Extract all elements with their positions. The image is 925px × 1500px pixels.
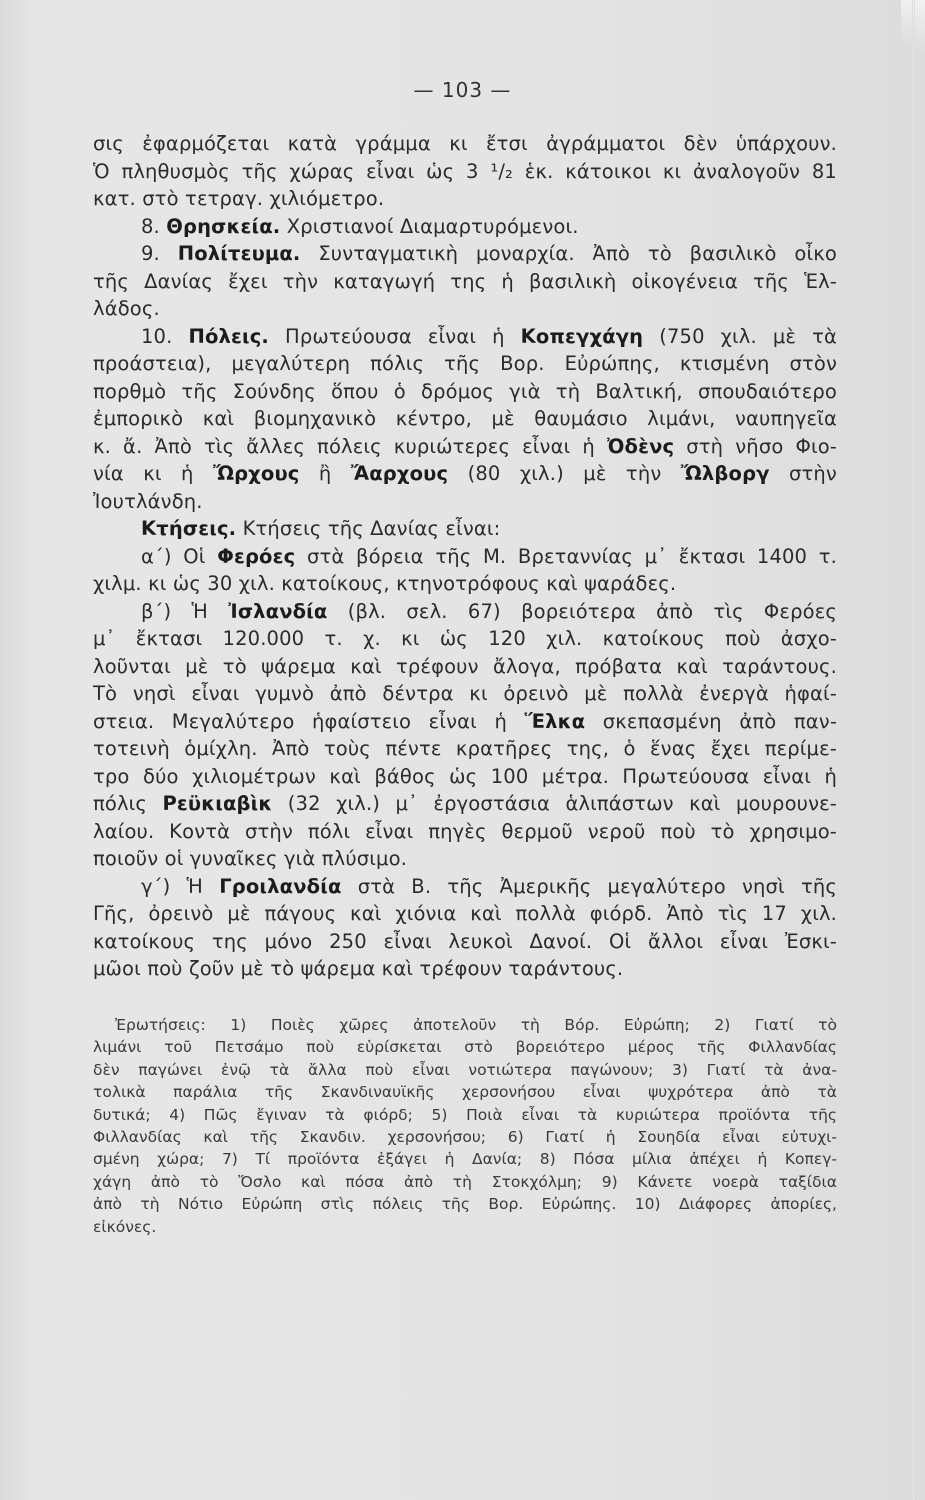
text-line: [93, 928, 837, 956]
text-segment: Τὸ νησὶ εἶναι γυμνὸ ἀπὸ δέντρα κι ὀρεινὸ μὲ πολλὰ ἐνεργὰ ἡφαί-: [93, 682, 837, 705]
text-line: [93, 570, 837, 598]
question-line: χάγη ἀπὸ τὸ Ὄσλο καὶ πόσα ἀπὸ τὴ Στοκχόλμη; 9) Κάνετε νοερὰ ταξίδια: [93, 1172, 837, 1191]
bold-term: Κοπεγχάγη: [520, 324, 644, 348]
text-line: [93, 708, 837, 736]
text-line: [93, 818, 837, 846]
text-segment: λαίου. Κοντὰ στὴν πόλι εἶναι πηγὲς θερμοῦ νεροῦ ποὺ τὸ χρησιμο-: [93, 819, 837, 843]
text-line: [93, 845, 837, 873]
page-edge-shadow: [912, 0, 915, 1500]
text-segment: κατοίκους της μόνο 250 εἶναι λευκοὶ Δανοί. Οἱ ἄλλοι εἶναι Ἐσκι-: [93, 929, 837, 953]
text-segment: μ᾽ ἔκτασι 120.000 τ. χ. κι ὡς 120 χιλ. κατοίκους ποὺ ἀσχο-: [93, 627, 837, 650]
text-segment: στὰ βόρεια τῆς Μ. Βρεταννίας μ᾽ ἔκτασι 1400 τ.: [295, 544, 838, 568]
text-segment: πόλις: [93, 792, 163, 815]
text-line: [93, 598, 837, 626]
text-segment: λοῦνται μὲ τὸ ψάρεμα καὶ τρέφουν ἄλογα, πρόβατα καὶ ταράντους.: [93, 654, 837, 678]
question-line: τολικὰ παράλια τῆς Σκανδιναυϊκῆς χερσονήσου εἶναι ψυχρότερα ἀπὸ τὰ: [93, 1083, 837, 1102]
text-line: [93, 130, 837, 158]
text-line: [93, 460, 837, 488]
text-line: [93, 158, 837, 186]
question-line: σμένη χώρα; 7) Τί προϊόντα ἐξάγει ἡ Δανία; 8) Πόσα μίλια ἀπέχει ἡ Κοπεγ-: [93, 1150, 837, 1169]
text-segment: τοτεινὴ ὁμίχλη. Ἀπὸ τοὺς πέντε κρατῆρες της, ὁ ἕνας ἔχει περίμε-: [93, 737, 837, 760]
text-segment: σκεπασμένη ἀπὸ παν-: [585, 709, 837, 733]
question-line: ἀπὸ τὴ Νότιο Εὐρώπη στὶς πόλεις τῆς Βορ. Εὐρώπης. 10) Διάφορες ἀπορίες,: [93, 1195, 837, 1214]
text-segment: (80 χιλ.) μὲ τὴν: [448, 462, 681, 485]
text-segment: στὴν: [769, 462, 837, 485]
text-segment: προάστεια), μεγαλύτερη πόλις τῆς Βορ. Εὐρώπης, κτισμένη στὸν: [93, 352, 837, 375]
text-segment: Γῆς, ὀρεινὸ μὲ πάγους καὶ χιόνια καὶ πολλὰ φιόρδ. Ἀπὸ τὶς 17 χιλ.: [93, 902, 837, 925]
bold-term: Ὀδὲνς: [606, 434, 675, 458]
text-line: [93, 433, 837, 461]
text-segment: τρο δύο χιλιομέτρων καὶ βάθος ὡς 100 μέτρα. Πρωτεύουσα εἶναι ἡ: [93, 764, 837, 788]
text-line: [93, 185, 837, 213]
bold-term: Θρησκεία.: [166, 214, 281, 238]
text-segment: β΄) Ἡ: [141, 599, 229, 623]
text-segment: 10.: [141, 324, 189, 348]
bold-term: Πολίτευμα.: [177, 242, 301, 265]
main-text-block: [93, 130, 837, 983]
text-segment: κατ. στὸ τετραγ. χιλιόμετρο.: [93, 187, 385, 210]
text-segment: πορθμὸ τῆς Σούνδης ὅπου ὁ δρόμος γιὰ τὴ Βαλτική, σπουδαιότερο: [93, 379, 837, 403]
text-segment: Χριστιανοί Διαμαρτυρόμενοι.: [280, 214, 579, 238]
text-line: [93, 900, 837, 928]
text-line: [93, 873, 837, 901]
text-segment: ποιοῦν οἱ γυναῖκες γιὰ πλύσιμο.: [93, 847, 408, 870]
text-line: [93, 680, 837, 708]
text-segment: μῶοι ποὺ ζοῦν μὲ τὸ ψάρεμα καὶ τρέφουν ταράντους.: [93, 957, 624, 980]
text-segment: στὴ νῆσο Φιο-: [674, 434, 837, 458]
text-segment: κ. ἄ. Ἀπὸ τὶς ἄλλες πόλεις κυριώτερες εἶναι ἡ: [93, 434, 607, 458]
text-segment: λάδος.: [93, 297, 160, 320]
text-line: [93, 763, 837, 791]
bold-term: Ὤλβοργ: [680, 462, 770, 485]
text-segment: τῆς Δανίας ἔχει τὴν καταγωγή της ἡ βασιλικὴ οἰκογένεια τῆς Ἑλ-: [93, 269, 837, 293]
bold-term: Πόλεις.: [188, 324, 269, 348]
text-segment: στὰ Β. τῆς Ἀμερικῆς μεγαλύτερο νησὶ τῆς: [341, 874, 837, 898]
question-line: δὲν παγώνει ἐνῷ τὰ ἄλλα ποὺ εἶναι νοτιώτερα παγώνουν; 3) Γιατί τὰ ἀνα-: [93, 1060, 837, 1079]
text-segment: Κτήσεις τῆς Δανίας εἶναι:: [236, 517, 501, 540]
page-number: — 103 —: [413, 78, 512, 102]
question-line: Φιλλανδίας καὶ τῆς Σκανδιν. χερσονήσου; 6) Γιατί ἡ Σουηδία εἶναι εὐτυχι-: [93, 1127, 837, 1146]
text-line: [93, 213, 837, 241]
text-line: [93, 405, 837, 433]
text-segment: Ἰουτλάνδη.: [93, 489, 203, 513]
text-line: [93, 488, 837, 516]
text-line: [93, 653, 837, 681]
text-segment: (32 χιλ.) μ᾽ ἐργοστάσια ἁλιπάστων καὶ μουρουνε-: [272, 792, 837, 815]
question-line: δυτικά; 4) Πῶς ἔγιναν τὰ φιόρδ; 5) Ποιὰ εἶναι τὰ κυριώτερα προϊόντα τῆς: [93, 1105, 837, 1124]
text-line: [93, 625, 837, 653]
text-segment: Ὁ πληθυσμὸς τῆς χώρας εἶναι ὡς 3 ¹/₂ ἑκ. κάτοικοι κι ἀναλογοῦν 81: [93, 159, 837, 183]
text-segment: στεια. Μεγαλύτερο ἡφαίστειο εἶναι ἡ: [93, 709, 525, 733]
text-line: [93, 955, 837, 983]
text-line: [93, 790, 837, 818]
text-line: [93, 515, 837, 543]
bold-term: Ἄαρχους: [350, 462, 449, 485]
text-segment: 9.: [141, 242, 178, 265]
text-segment: 8.: [141, 214, 167, 238]
bold-term: Κτήσεις.: [141, 517, 237, 540]
text-segment: (750 χιλ. μὲ τὰ: [643, 324, 837, 348]
bold-term: Φερόες: [217, 544, 296, 568]
text-line: [93, 378, 837, 406]
text-segment: Πρωτεύουσα εἶναι ἡ: [269, 324, 521, 348]
text-segment: γ΄) Ἡ: [141, 874, 220, 898]
text-segment: α΄) Οἱ: [141, 544, 218, 568]
text-segment: σις ἐφαρμόζεται κατὰ γράμμα κι ἔτσι ἀγράμματοι δὲν ὑπάρχουν.: [93, 132, 837, 155]
text-line: [93, 268, 837, 296]
bold-term: Γροιλανδία: [219, 874, 342, 898]
question-line: Ἐρωτήσεις: 1) Ποιὲς χῶρες ἀποτελοῦν τὴ Βόρ. Εὐρώπη; 2) Γιατί τὸ: [115, 1016, 837, 1034]
text-segment: ἢ: [299, 462, 351, 485]
bold-term: Ὤρχους: [212, 462, 300, 485]
text-segment: χιλμ. κι ὡς 30 χιλ. κατοίκους, κτηνοτρόφους καὶ ψαράδες.: [93, 572, 677, 595]
text-segment: (βλ. σελ. 67) βορειότερα ἀπὸ τὶς Φερόες: [327, 599, 838, 623]
question-line: λιμάνι τοῦ Πετσάμο ποὺ εὑρίσκεται στὸ βορειότερο μέρος τῆς Φιλλανδίας: [93, 1038, 837, 1057]
text-segment: ἐμπορικὸ καὶ βιομηχανικὸ κέντρο, μὲ θαυμάσιο λιμάνι, ναυπηγεῖα: [93, 407, 837, 430]
text-line: [93, 350, 837, 378]
bold-term: Ρεϋκιαβὶκ: [162, 792, 273, 815]
text-segment: νία κι ἡ: [93, 462, 213, 485]
text-line: [93, 295, 837, 323]
bold-term: Ἕλκα: [524, 709, 586, 733]
question-line: εἰκόνες.: [93, 1217, 157, 1236]
text-line: [93, 240, 837, 268]
questions-block: [93, 1014, 837, 1238]
text-segment: Συνταγματικὴ μοναρχία. Ἀπὸ τὸ βασιλικὸ οἶκο: [300, 242, 837, 265]
bold-term: Ἰσλανδία: [228, 599, 328, 623]
text-line: [93, 735, 837, 763]
text-line: [93, 323, 837, 351]
text-line: [93, 543, 837, 571]
